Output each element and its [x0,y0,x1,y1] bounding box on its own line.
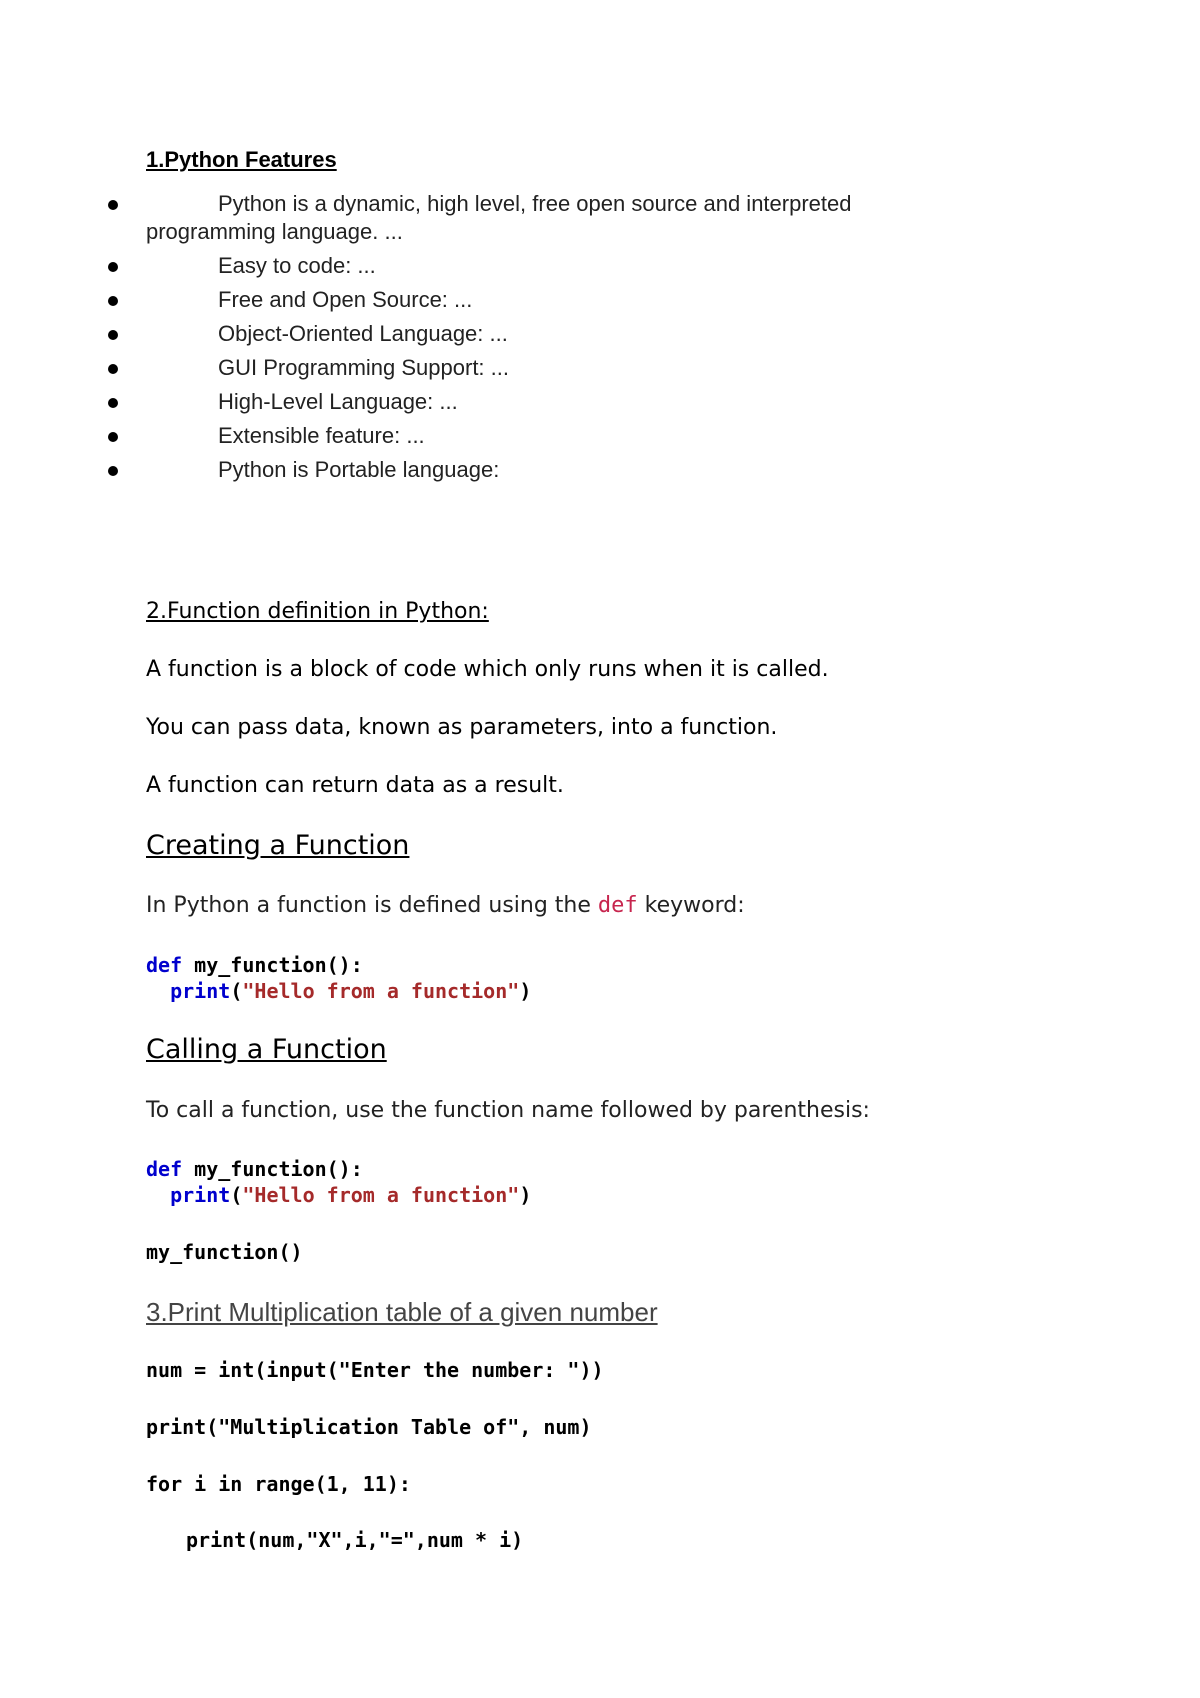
code-keyword: def [146,1157,183,1181]
calling-function-heading: Calling a Function [146,1034,387,1065]
code-line [146,979,531,1003]
bullet-icon [108,296,118,306]
code-block-call [146,1156,531,1208]
code-keyword: def [146,953,183,977]
intro-text: In Python a function is defined using the [146,893,598,918]
code-function: print [170,1183,231,1207]
code-punct: ) [519,979,532,1003]
def-keyword: def [597,893,638,918]
code-string: "Hello from a function" [242,979,520,1003]
code-block-define [146,952,531,1004]
calling-function-intro: To call a function, use the function name followed by parenthesis: [146,1098,870,1123]
code-line [146,1157,363,1181]
paragraph: A function is a block of code which only runs when it is called. [146,657,829,682]
section1-title: 1.Python Features [146,147,337,172]
code-line: for i in range(1, 11): [146,1472,411,1496]
bullet-icon [108,432,118,442]
intro-text: keyword: [637,893,745,918]
code-punct: ) [519,1183,532,1207]
code-punct: ( [230,1183,243,1207]
feature-text: Extensible feature: ... [218,423,425,448]
feature-text-continued: programming language. ... [146,219,403,244]
section2-title: 2.Function definition in Python: [146,599,489,624]
bullet-icon [108,330,118,340]
feature-text: Easy to code: ... [218,253,376,278]
code-punct: ( [230,979,243,1003]
code-string: "Hello from a function" [242,1183,520,1207]
creating-function-heading: Creating a Function [146,830,410,861]
bullet-icon [108,364,118,374]
code-call-line: my_function() [146,1240,303,1264]
code-line [146,1183,531,1207]
creating-function-intro [146,892,745,920]
feature-text: Python is Portable language: [218,457,500,482]
feature-text: GUI Programming Support: ... [218,355,509,380]
code-line: print("Multiplication Table of", num) [146,1415,592,1439]
code-signature: my_function(): [182,953,363,977]
bullet-icon [108,466,118,476]
bullet-icon [108,398,118,408]
paragraph: A function can return data as a result. [146,773,564,798]
bullet-icon [108,200,118,210]
code-indent [146,1183,170,1207]
section3-title: 3.Print Multiplication table of a given number [146,1297,658,1327]
paragraph: You can pass data, known as parameters, into a function. [146,715,778,740]
feature-text: Object-Oriented Language: ... [218,321,508,346]
feature-text: Free and Open Source: ... [218,287,473,312]
code-function: print [170,979,231,1003]
code-indent [146,979,170,1003]
code-line: num = int(input("Enter the number: ")) [146,1358,604,1382]
feature-text: High-Level Language: ... [218,389,458,414]
feature-text: Python is a dynamic, high level, free open source and interpreted [218,191,852,216]
code-line [146,953,363,977]
bullet-icon [108,262,118,272]
code-line: print(num,"X",i,"=",num * i) [186,1528,524,1552]
code-signature: my_function(): [182,1157,363,1181]
